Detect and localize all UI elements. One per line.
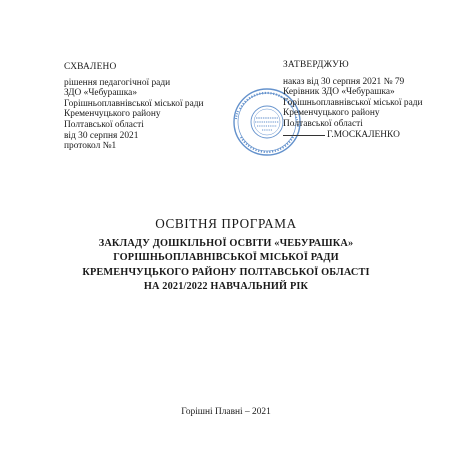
document-footer: Горішні Плавні – 2021 (181, 407, 271, 417)
approved-line: Горішньоплавнівської міської ради (64, 98, 204, 109)
signature-name: Г.МОСКАЛЕНКО (327, 129, 400, 140)
document-subtitle-line: КРЕМЕНЧУЦЬКОГО РАЙОНУ ПОЛТАВСЬКОЇ ОБЛАСТІ (82, 266, 370, 278)
confirmed-line: Кременчуцького району (283, 108, 380, 119)
confirmed-line: Горішньоплавнівської міської ради (283, 97, 423, 108)
confirmed-heading: ЗАТВЕРДЖУЮ (283, 60, 349, 70)
approved-line: Полтавської області (64, 119, 144, 130)
approved-line: ЗДО «Чебурашка» (64, 88, 138, 99)
signature-underline (283, 135, 325, 136)
document-title: ОСВІТНЯ ПРОГРАМА (155, 216, 297, 231)
approved-line: протокол №1 (64, 141, 117, 152)
approved-line: рішення педагогічної ради (64, 77, 171, 88)
signature-line (283, 130, 448, 141)
document-subtitle-line: ЗАКЛАДУ ДОШКІЛЬНОЇ ОСВІТИ «ЧЕБУРАШКА» (98, 238, 354, 249)
document-subtitle-line: НА 2021/2022 НАВЧАЛЬНИЙ РІК (143, 280, 309, 292)
approved-block (64, 62, 239, 152)
document-subtitle-line: ГОРІШНЬОПЛАВНІВСЬКОЇ МІСЬКОЇ РАДИ (113, 252, 339, 264)
approved-heading: СХВАЛЕНО (64, 62, 117, 72)
confirmed-line: Керівник ЗДО «Чебурашка» (283, 87, 395, 98)
confirmed-line: Полтавської області (283, 118, 363, 129)
confirmed-block (283, 60, 448, 140)
confirmed-line: наказ від 30 серпня 2021 № 79 (283, 76, 405, 87)
approved-line: від 30 серпня 2021 (64, 130, 139, 141)
approved-line: Кременчуцького району (64, 109, 161, 120)
document-title-block (0, 215, 452, 294)
